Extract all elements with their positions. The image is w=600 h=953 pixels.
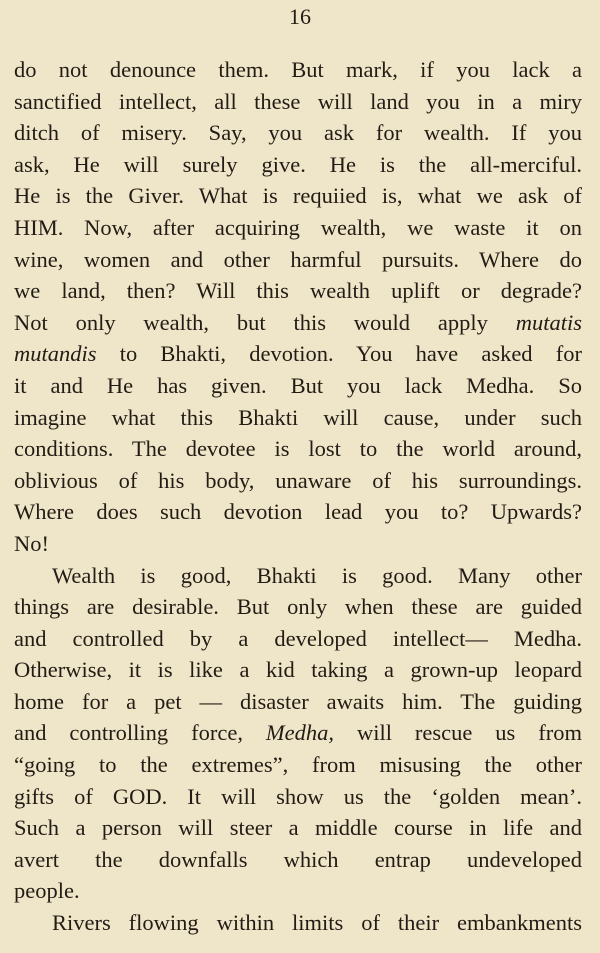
text-line: Where does such devotion lead you to? Upwards? bbox=[14, 499, 582, 525]
paragraph-start-line: Wealth is good, Bhakti is good. Many other bbox=[52, 562, 582, 588]
text-line: Otherwise, it is like a kid taking a grown-up leopard bbox=[14, 657, 582, 683]
text-line: mutandis to Bhakti, devotion. You have asked for bbox=[14, 341, 582, 367]
text-line: conditions. The devotee is lost to the world around, bbox=[14, 436, 582, 462]
body-text bbox=[14, 54, 582, 939]
text-line: He is the Giver. What is requiied is, what we ask of bbox=[14, 183, 582, 209]
text-line: people. bbox=[14, 878, 80, 904]
page-number: 16 bbox=[289, 4, 311, 29]
text-line: home for a pet — disaster awaits him. The guiding bbox=[14, 688, 582, 714]
text-line: No! bbox=[14, 530, 49, 556]
text-line: avert the downfalls which entrap undeveloped bbox=[14, 846, 582, 872]
text-line: Not only wealth, but this would apply mutatis bbox=[14, 309, 582, 335]
text-line: ask, He will surely give. He is the all-merciful. bbox=[14, 151, 582, 177]
text-line: and controlled by a developed intellect— Medha. bbox=[14, 625, 582, 651]
text-line: gifts of GOD. It will show us the ‘golden mean’. bbox=[14, 783, 582, 809]
text-line: oblivious of his body, unaware of his surroundings. bbox=[14, 467, 582, 493]
text-line: it and He has given. But you lack Medha. So bbox=[14, 372, 582, 398]
text-line: “going to the extremes”, from misusing the other bbox=[14, 752, 582, 778]
text-line: HIM. Now, after acquiring wealth, we waste it on bbox=[14, 214, 582, 240]
text-line: and controlling force, Medha, will rescue us from bbox=[14, 720, 582, 746]
text-line: Such a person will steer a middle course in life and bbox=[14, 815, 582, 841]
text-line: ditch of misery. Say, you ask for wealth. If you bbox=[14, 120, 582, 146]
italic-term: Medha, bbox=[265, 720, 334, 746]
text-line: things are desirable. But only when these are guided bbox=[14, 594, 582, 620]
italic-term: mutandis bbox=[14, 341, 97, 367]
paragraph-start-line: Rivers flowing within limits of their embankments bbox=[52, 910, 582, 936]
text-line: we land, then? Will this wealth uplift or degrade? bbox=[14, 278, 582, 304]
text-line: imagine what this Bhakti will cause, under such bbox=[14, 404, 582, 430]
italic-term: mutatis bbox=[515, 309, 582, 335]
text-line: sanctified intellect, all these will land you in a miry bbox=[14, 88, 582, 114]
text-line: wine, women and other harmful pursuits. Where do bbox=[14, 246, 582, 272]
text-line: do not denounce them. But mark, if you lack a bbox=[14, 57, 582, 82]
